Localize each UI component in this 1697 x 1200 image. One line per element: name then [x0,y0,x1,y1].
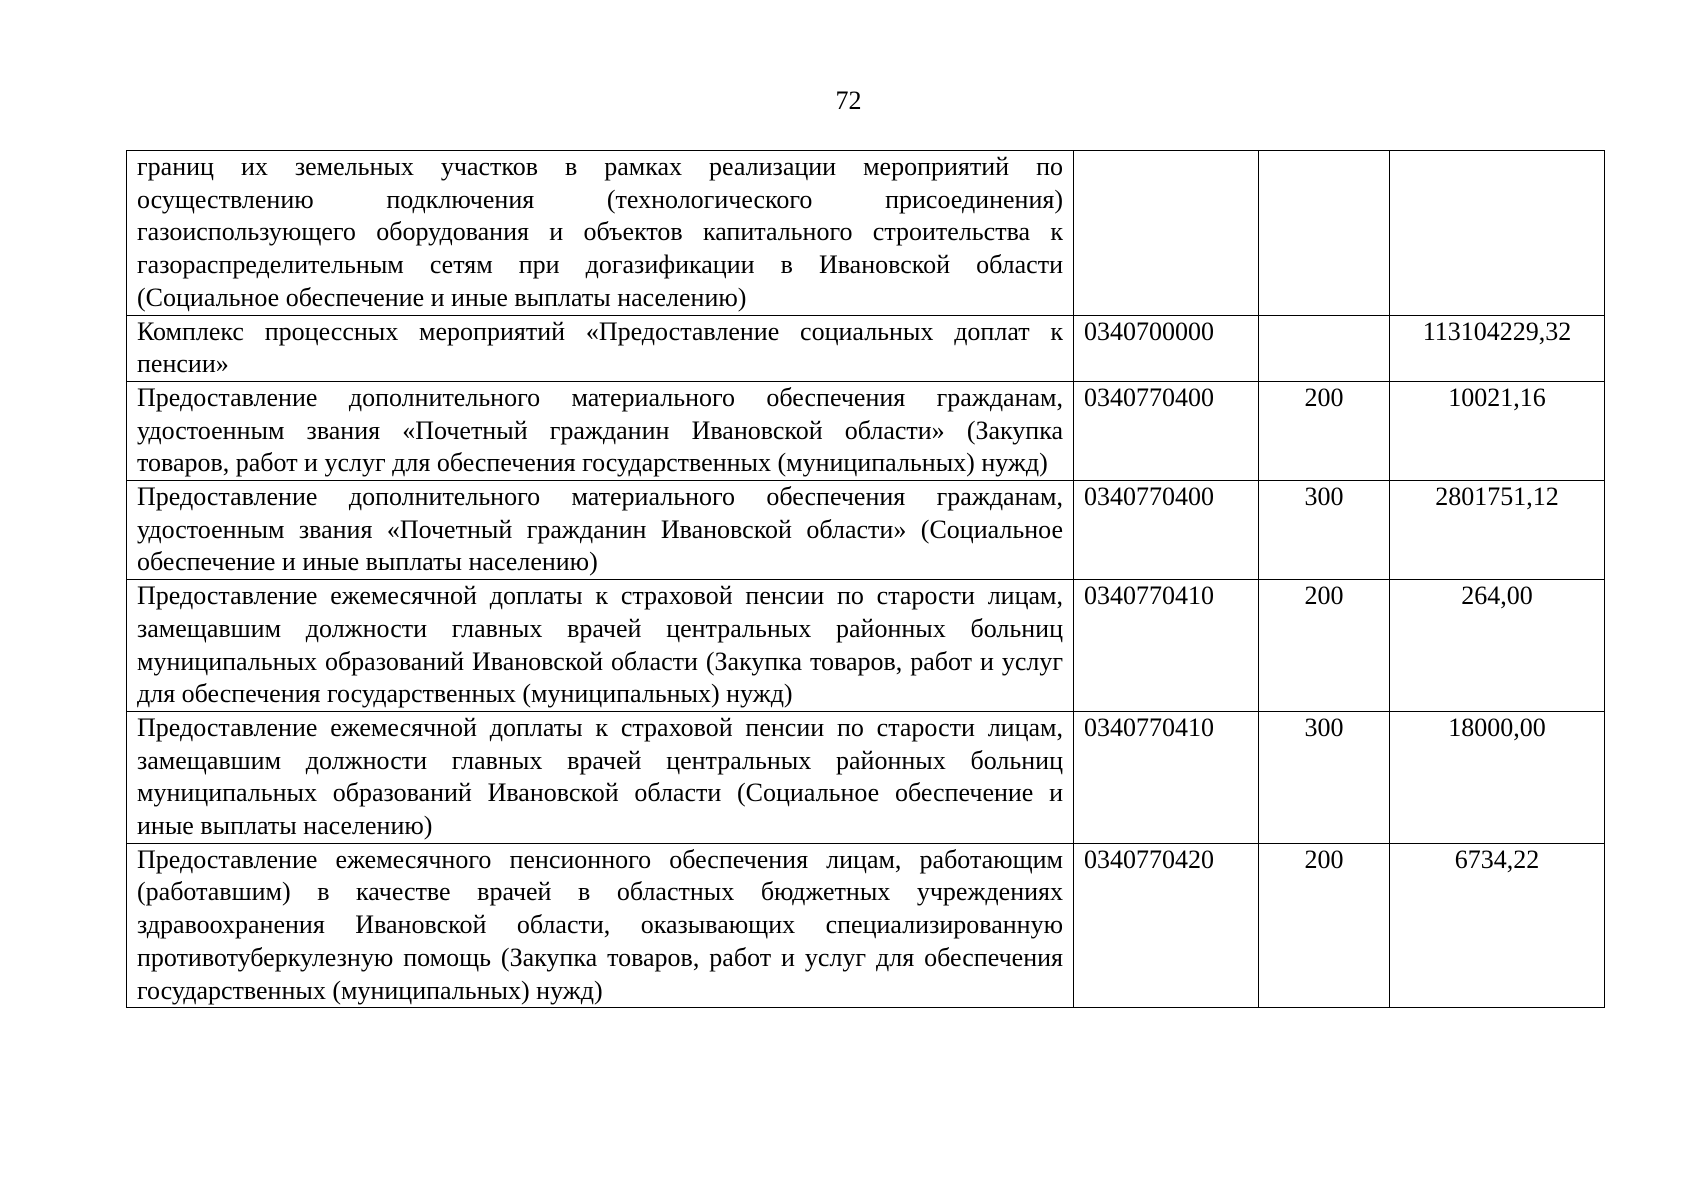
row-amount: 113104229,32 [1390,315,1605,381]
budget-table [126,150,1605,1008]
table-row [127,481,1605,580]
row-description: Предоставление ежемесячной доплаты к страховой пенсии по старости лицам, замещавшим должности главных врачей центральных районных больниц муниципальных образований Ивановской области (Закупка товаров, работ и услуг для обеспечения государственных (муниципальных) нужд) [127,580,1074,712]
row-amount: 10021,16 [1390,381,1605,480]
row-amount: 6734,22 [1390,843,1605,1008]
table-row [127,151,1605,316]
row-description: границ их земельных участков в рамках реализации мероприятий по осуществлению подключения (технологического присоединения) газоиспользующего оборудования и объектов капитального строительства к газораспределительным сетям при догазификации в Ивановской области (Социальное обеспечение и иные выплаты населению) [127,151,1074,316]
row-expense-type: 300 [1259,711,1390,843]
table-row [127,381,1605,480]
row-description: Предоставление дополнительного материального обеспечения гражданам, удостоенным звания «Почетный гражданин Ивановской области» (Закупка товаров, работ и услуг для обеспечения государственных (муниципальных) нужд) [127,381,1074,480]
row-code: 0340770400 [1074,381,1259,480]
row-amount [1390,151,1605,316]
row-code: 0340700000 [1074,315,1259,381]
row-description: Комплекс процессных мероприятий «Предоставление социальных доплат к пенсии» [127,315,1074,381]
row-amount: 264,00 [1390,580,1605,712]
row-description: Предоставление ежемесячной доплаты к страховой пенсии по старости лицам, замещавшим должности главных врачей центральных районных больниц муниципальных образований Ивановской области (Социальное обеспечение и иные выплаты населению) [127,711,1074,843]
row-expense-type: 300 [1259,481,1390,580]
row-code [1074,151,1259,316]
row-amount: 2801751,12 [1390,481,1605,580]
row-expense-type [1259,151,1390,316]
row-expense-type: 200 [1259,843,1390,1008]
table-row [127,843,1605,1008]
row-expense-type: 200 [1259,580,1390,712]
row-description: Предоставление ежемесячного пенсионного обеспечения лицам, работающим (работавшим) в качестве врачей в областных бюджетных учреждениях здравоохранения Ивановской области, оказывающих специализированную противотуберкулезную помощь (Закупка товаров, работ и услуг для обеспечения государственных (муниципальных) нужд) [127,843,1074,1008]
row-code: 0340770410 [1074,711,1259,843]
row-code: 0340770400 [1074,481,1259,580]
row-expense-type [1259,315,1390,381]
page-number: 72 [835,86,862,115]
row-code: 0340770420 [1074,843,1259,1008]
row-amount: 18000,00 [1390,711,1605,843]
row-code: 0340770410 [1074,580,1259,712]
table-row [127,711,1605,843]
row-description: Предоставление дополнительного материального обеспечения гражданам, удостоенным звания «Почетный гражданин Ивановской области» (Социальное обеспечение и иные выплаты населению) [127,481,1074,580]
table-row [127,580,1605,712]
table-row [127,315,1605,381]
row-expense-type: 200 [1259,381,1390,480]
